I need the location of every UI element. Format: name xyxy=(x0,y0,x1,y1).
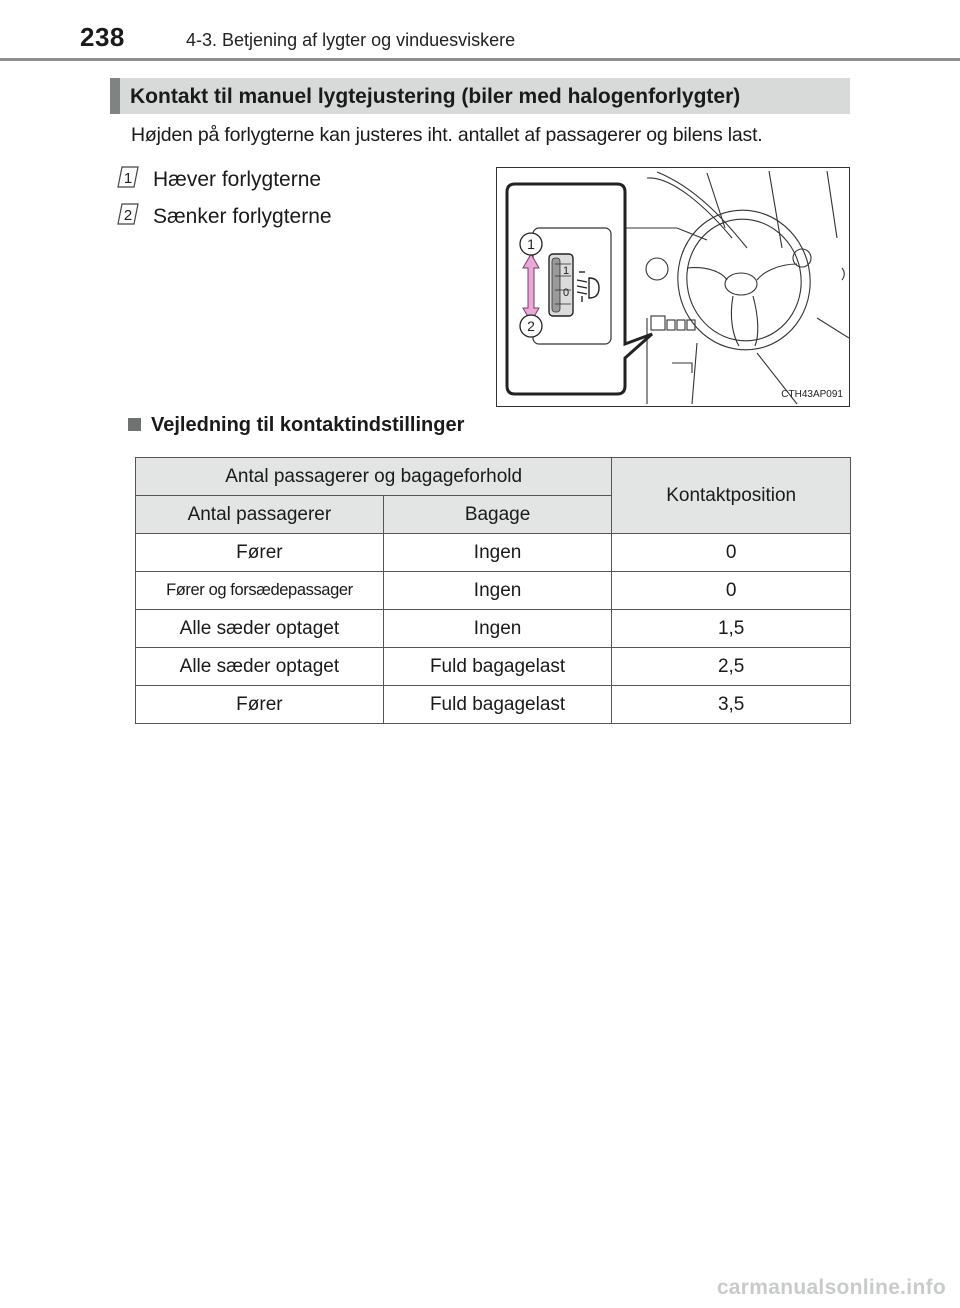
section-title-bar xyxy=(110,78,850,114)
step-text-1: Hæver forlygterne xyxy=(153,168,322,191)
bullet-square-icon xyxy=(128,418,141,431)
svg-text:1: 1 xyxy=(527,236,535,252)
subheading-text: Vejledning til kontaktindstillinger xyxy=(151,414,465,436)
callout-2 xyxy=(520,315,542,337)
table-cell: 0 xyxy=(612,534,851,572)
table-cell: 1,5 xyxy=(612,610,851,648)
settings-table xyxy=(135,457,851,724)
table-cell: Fører xyxy=(136,686,384,724)
switch-label-1: 1 xyxy=(562,265,570,277)
table-cell: Fuld bagagelast xyxy=(383,686,612,724)
table-cell: Alle sæder optaget xyxy=(136,648,384,686)
subheading xyxy=(128,414,464,437)
dashboard-illustration xyxy=(625,171,849,404)
step-text-2: Sænker forlygterne xyxy=(153,205,332,228)
header-divider xyxy=(0,58,960,61)
table-row xyxy=(136,572,851,610)
chapter-title: 4-3. Betjening af lygter og vinduesviskere xyxy=(186,30,516,50)
switch-label-0: 0 xyxy=(562,287,570,299)
table-group-header: Antal passagerer og bagageforhold xyxy=(136,458,612,496)
step-number-1: 1 xyxy=(123,170,133,187)
table-header-luggage: Bagage xyxy=(383,496,612,534)
step-item xyxy=(117,199,332,229)
callout-1 xyxy=(520,233,542,255)
table-row xyxy=(136,648,851,686)
step-number-2-icon xyxy=(117,202,139,226)
table-cell: Fører og forsædepassager xyxy=(136,572,384,610)
table-cell: 3,5 xyxy=(612,686,851,724)
table-cell: 2,5 xyxy=(612,648,851,686)
svg-text:2: 2 xyxy=(527,318,535,334)
table-header-row xyxy=(136,458,851,496)
table-cell: Ingen xyxy=(383,572,612,610)
figure-code: CTH43AP091 xyxy=(781,389,843,400)
watermark: carmanualsonline.info xyxy=(716,1276,946,1299)
intro-text: Højden på forlygterne kan justeres iht. antallet af passagerer og bilens last. xyxy=(131,124,763,146)
page-number: 238 xyxy=(80,22,125,52)
table-row xyxy=(136,686,851,724)
step-number-1-icon xyxy=(117,165,139,189)
step-item xyxy=(117,162,321,192)
table-row xyxy=(136,610,851,648)
table-cell: 0 xyxy=(612,572,851,610)
section-title: Kontakt til manuel lygtejustering (biler med halogenforlygter) xyxy=(130,85,741,108)
table-cell: Ingen xyxy=(383,610,612,648)
table-position-header: Kontaktposition xyxy=(612,458,851,534)
table-cell: Alle sæder optaget xyxy=(136,610,384,648)
headlight-switch-figure xyxy=(496,167,850,407)
step-number-2: 2 xyxy=(123,207,133,224)
table-row xyxy=(136,534,851,572)
table-cell: Fører xyxy=(136,534,384,572)
table-header-passengers: Antal passagerer xyxy=(136,496,384,534)
table-cell: Ingen xyxy=(383,534,612,572)
table-cell: Fuld bagagelast xyxy=(383,648,612,686)
